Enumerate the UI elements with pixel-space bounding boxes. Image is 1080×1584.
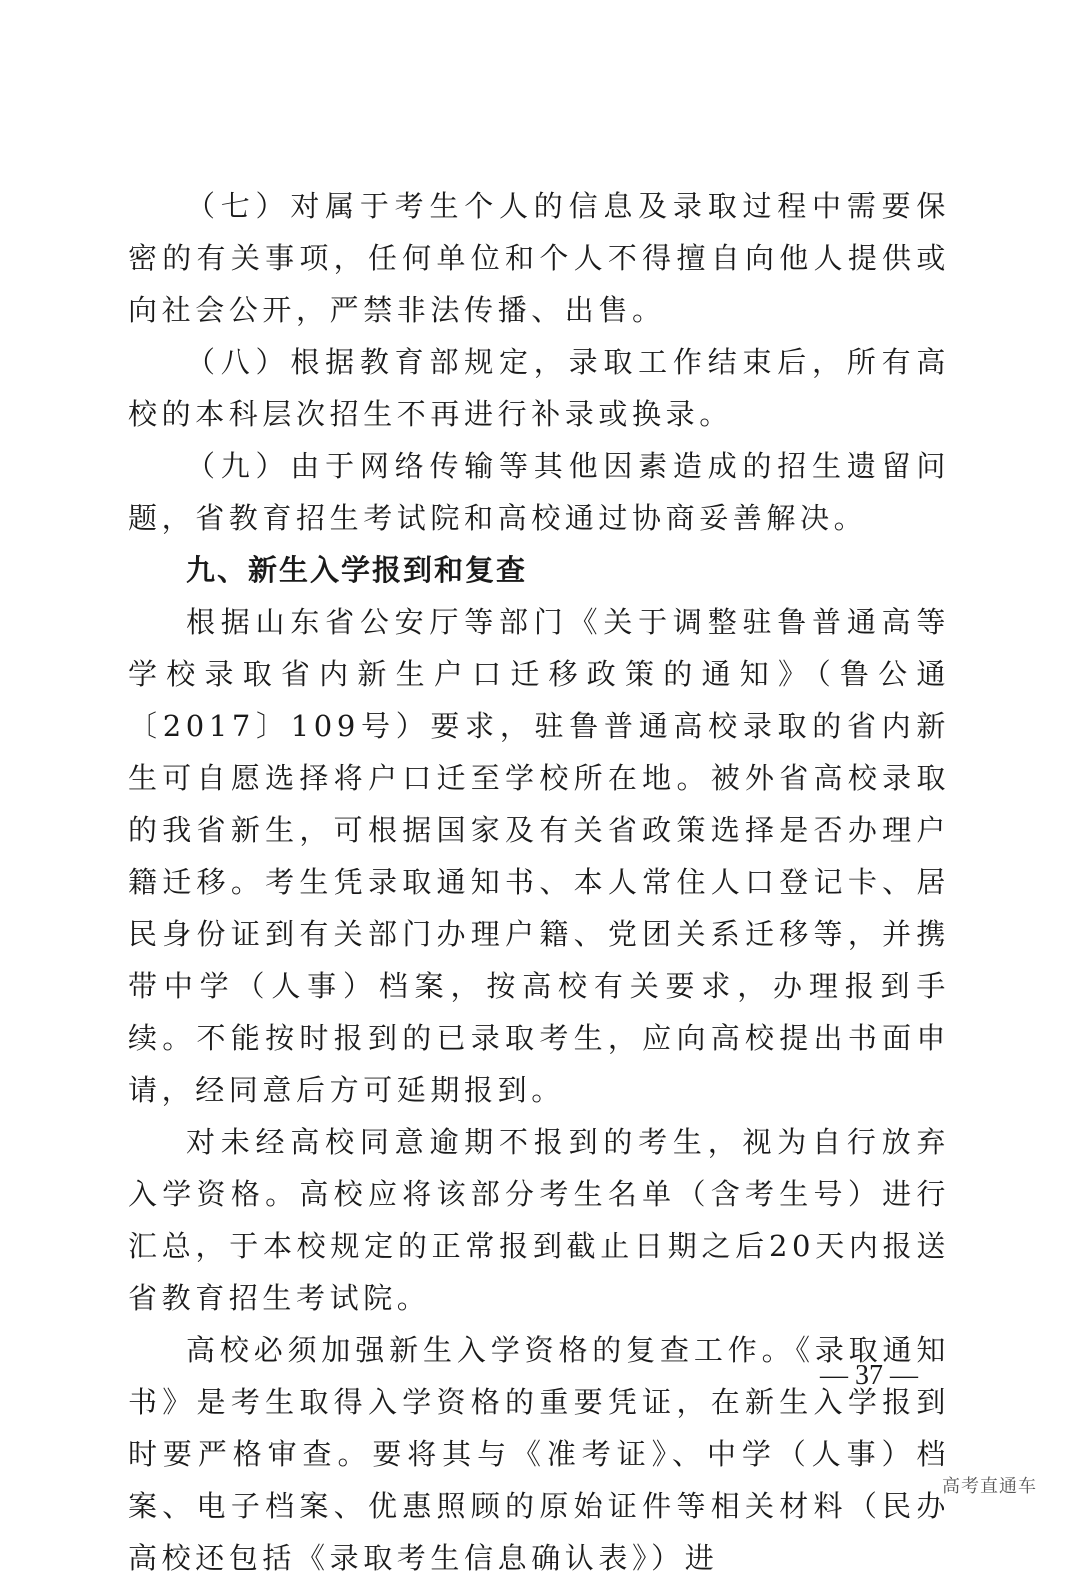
watermark: 高考直通车 — [942, 1476, 1037, 1497]
page-number: — 37 — — [820, 1360, 918, 1391]
section-heading: 九、新生入学报到和复查 — [186, 553, 528, 587]
paragraph-late-registration: 对未经高校同意逾期不报到的考生，视为自行放弃入学资格。高校应将该部分考生名单（含考生号）进行汇总，于本校规定的正常报到截止日期之后20天内报送省教育招生考试院。 — [128, 1125, 950, 1315]
paragraph-household-registration: 根据山东省公安厅等部门《关于调整驻鲁普通高等学校录取省内新生户口迁移政策的通知》（鲁公通〔2017〕109号）要求，驻鲁普通高校录取的省内新生可自愿选择将户口迁至学校所在地。被外省高校录取的我省新生，可根据国家及有关省政策选择是否办理户籍迁移。考生凭录取通知书、本人常住人口登记卡、居民身份证到有关部门办理户籍、党团关系迁移等，并携带中学（人事）档案，按高校有关要求，办理报到手续。不能按时报到的已录取考生，应向高校提出书面申请，经同意后方可延期报到。 — [128, 605, 950, 1107]
paragraph-item-7: （七）对属于考生个人的信息及录取过程中需要保密的有关事项，任何单位和个人不得擅自向他人提供或向社会公开，严禁非法传播、出售。 — [128, 189, 950, 327]
paragraph-item-8: （八）根据教育部规定，录取工作结束后，所有高校的本科层次招生不再进行补录或换录。 — [128, 345, 950, 431]
paragraph-item-9: （九）由于网络传输等其他因素造成的招生遗留问题，省教育招生考试院和高校通过协商妥善解决。 — [128, 449, 950, 535]
paragraph-qualification-review: 高校必须加强新生入学资格的复查工作。《录取通知书》是考生取得入学资格的重要凭证，在新生入学报到时要严格审查。要将其与《准考证》、中学（人事）档案、电子档案、优惠照顾的原始证件等相关材料（民办高校还包括《录取考生信息确认表》）进 — [128, 1333, 950, 1575]
